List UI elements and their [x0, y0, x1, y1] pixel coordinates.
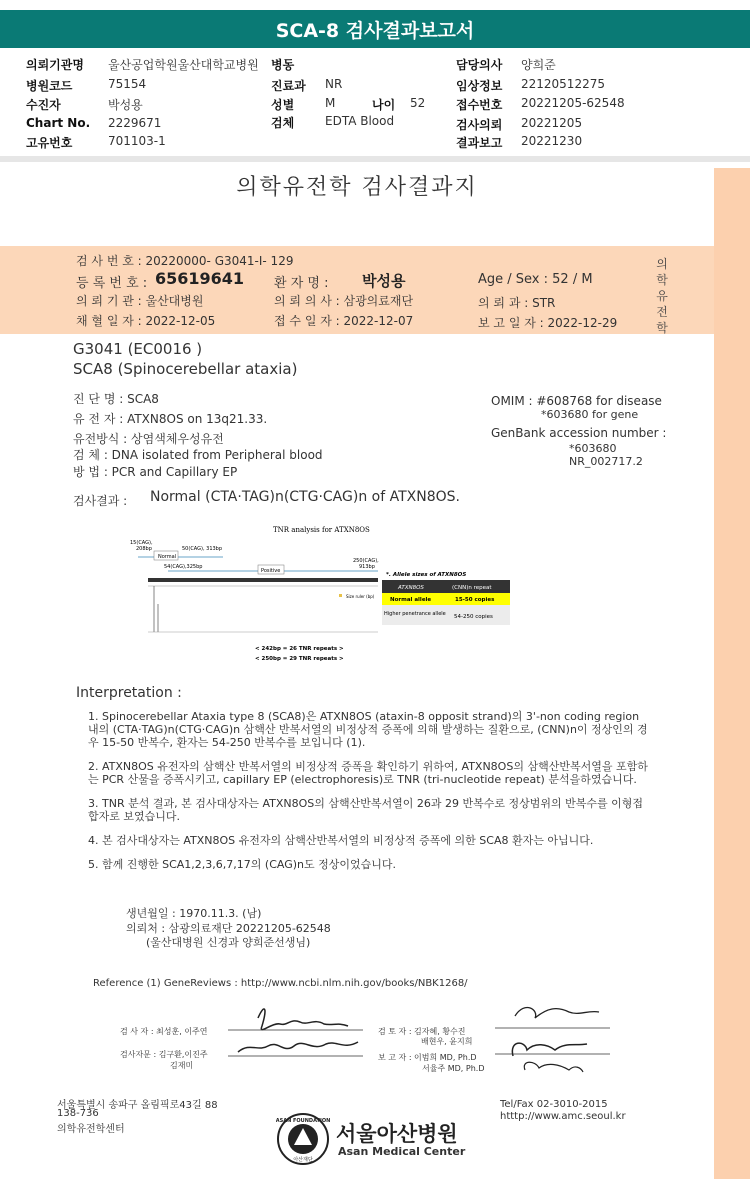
advisor: 검사자문 : 김구환,이진주: [120, 1050, 208, 1059]
right-margin-band: [714, 168, 750, 1179]
fig-label: Size ruler (bp): [346, 594, 375, 599]
fig-label: 913bp: [359, 564, 375, 570]
tnr-figure: [128, 524, 518, 674]
genbank-label: GenBank accession number :: [491, 426, 667, 440]
sheet-title: 의학유전학 검사결과지: [236, 175, 478, 200]
requesting-org: 의 뢰 기 관 : 울산대병원: [76, 294, 204, 308]
fig-label: 54(CAG),325bp: [164, 564, 203, 570]
inheritance: 유전방식 : 상염색체우성유전: [73, 432, 224, 446]
info-value: 20221205-62548: [521, 96, 625, 110]
fig-label: Normal: [158, 554, 177, 560]
test-name: SCA8 (Spinocerebellar ataxia): [73, 360, 298, 378]
info-label: 접수번호: [456, 98, 503, 112]
info-label: 진료과: [271, 79, 306, 93]
info-label: 검사의뢰: [456, 118, 503, 132]
omim-disease: OMIM : #608768 for disease: [491, 394, 662, 408]
info-label: 성별: [271, 98, 295, 112]
info-label: 담당의사: [456, 58, 503, 72]
method: 방 법 : PCR and Capillary EP: [73, 465, 238, 479]
allele-cell: 15-50 copies: [455, 597, 495, 603]
hospital-name-ko: 서울아산병원: [336, 1122, 458, 1146]
genbank-id: *603680: [569, 442, 617, 455]
side-label: 의 학 유 전 학: [656, 257, 668, 335]
fig-note: < 250bp = 29 TNR repeats >: [255, 656, 344, 662]
fig-note: < 242bp = 26 TNR repeats >: [255, 646, 344, 652]
result-sheet: [0, 168, 750, 1179]
fig-label: 208bp: [136, 546, 152, 552]
report-date: 보 고 일 자 : 2022-12-29: [478, 316, 618, 330]
address-line: 서울특별시 송파구 올림픽로43길 88: [57, 1100, 218, 1111]
interpretation-item: 5. 함께 진행한 SCA1,2,3,6,7,17의 (CAG)n도 정상이었습니다.: [88, 858, 396, 871]
result-label: 검사결과 :: [73, 494, 128, 508]
fig-label: 50(CAG), 313bp: [182, 546, 223, 552]
info-value: M: [325, 96, 336, 110]
info-value: 울산공업학원울산대학교병원: [108, 58, 259, 72]
receipt-box: [0, 246, 714, 334]
reporter: 보 고 자 : 이범희 MD, Ph.D: [378, 1053, 477, 1062]
info-value: 박성용: [108, 98, 143, 112]
interpretation-item: 1. Spinocerebellar Ataxia type 8 (SCA8)은 ATXN8OS (ataxin-8 opposit strand)의 3'-non coding region 내의 (CTA·TAG)n(CTG·CAG)n 삼핵산 반복서열의 비정상적 증폭에 의해 발생하는 질환으로, (CNN)n이 정상인의 경우 15-50 반복수, 환자는 54-250 반복수를 보입니다 (1).: [88, 710, 648, 749]
report-title-bar: [0, 10, 750, 48]
logo-ring-text: ASAN FOUNDATION: [276, 1118, 330, 1124]
address-zip: 138-736: [57, 1108, 99, 1119]
hospital-name-en: Asan Medical Center: [338, 1145, 466, 1158]
age-label: 나이: [372, 98, 396, 112]
interpretation-item: 3. TNR 분석 결과, 본 검사대상자는 ATXN8OS의 삼핵산반복서열이 26과 29 반복수로 정상범위의 반복수를 이형접합자로 보였습니다.: [88, 797, 643, 823]
interpretation-title: Interpretation :: [76, 685, 182, 701]
info-value: 701103-1: [108, 134, 166, 148]
allele-col: ATXN8OS: [398, 585, 424, 591]
section-divider: [0, 156, 750, 162]
draw-date: 채 혈 일 자 : 2022-12-05: [76, 314, 216, 328]
patient-name: 박성용: [362, 272, 406, 290]
address-center: 의학유전학센터: [57, 1124, 125, 1135]
telephone: Tel/Fax 02-3010-2015: [500, 1099, 608, 1110]
examiner-signatures: [228, 996, 368, 1066]
info-label: 결과보고: [456, 136, 503, 150]
reference: Reference (1) GeneReviews : http://www.ncbi.nlm.nih.gov/books/NBK1268/: [93, 978, 468, 989]
info-value: 양희준: [521, 58, 556, 72]
examiner: 검 사 자 : 최성훈, 이주연: [120, 1027, 208, 1036]
asan-foundation-logo-icon: [276, 1112, 330, 1166]
figure-title: TNR analysis for ATXN8OS: [273, 526, 370, 534]
size-ruler-key: [339, 594, 342, 597]
logo-sub-text: 아산재단: [293, 1157, 313, 1163]
age-value: 52: [410, 96, 426, 110]
info-value: 22120512275: [521, 77, 605, 91]
registration-label: 등 록 번 호 :: [76, 276, 148, 291]
interpretation-item: 2. ATXN8OS 유전자의 삼핵산 반복서열의 비정상적 증폭을 확인하기 위하여, ATXN8OS의 삼핵산반복서열을 포함하는 PCR 산물을 증폭시키고, capillary EP (electrophoresis)로 TNR (tri-nucleotide repeat) 분석을하였습니다.: [88, 760, 648, 786]
result-value: Normal (CTA·TAG)n(CTG·CAG)n of ATXN8OS.: [150, 489, 460, 505]
patient-label: 환 자 명 :: [274, 276, 329, 291]
allele-table-title: *. Allele sizes of ATXN8OS: [386, 572, 467, 578]
info-label: 임상정보: [456, 79, 503, 93]
gene: 유 전 자 : ATXN8OS on 13q21.33.: [73, 412, 268, 426]
allele-cell: 54-250 copies: [454, 614, 493, 620]
allele-col: (CNN)n repeat: [452, 585, 492, 591]
receive-date: 접 수 일 자 : 2022-12-07: [274, 314, 414, 328]
info-value: 75154: [108, 77, 147, 91]
info-label: Chart No.: [26, 116, 91, 130]
requester-detail: (울산대병원 신경과 양희준선생님): [146, 936, 311, 949]
info-value: 20221230: [521, 134, 583, 148]
birth-date: 생년월일 : 1970.11.3. (남): [126, 907, 262, 920]
info-value: 2229671: [108, 116, 162, 130]
reporter-2: 서율주 MD, Ph.D: [422, 1064, 485, 1073]
diagnosis: 진 단 명 : SCA8: [73, 392, 159, 406]
age-sex: Age / Sex : 52 / M: [478, 272, 593, 287]
reviewer-2: 배현우, 윤지희: [421, 1037, 473, 1046]
info-label: 병동: [271, 58, 295, 72]
allele-cell: Normal allele: [390, 597, 432, 603]
fig-label: Positive: [261, 568, 281, 574]
info-label: 수진자: [26, 98, 61, 112]
interpretation-body: [88, 710, 648, 882]
tnr-electropherogram: [128, 524, 518, 674]
registration-number: 65619641: [155, 269, 245, 288]
info-value: 20221205: [521, 116, 583, 130]
info-label: 고유번호: [26, 136, 73, 150]
requester: 의뢰처 : 삼광의료재단 20221205-62548: [126, 922, 331, 935]
fig-label: 250(CAG),: [353, 558, 379, 564]
exam-number: 검 사 번 호 : 20220000- G3041-I- 129: [76, 254, 294, 268]
requesting-doctor: 의 뢰 의 사 : 삼광의료재단: [274, 294, 414, 308]
reviewer-signatures: [495, 994, 615, 1084]
specimen: 검 체 : DNA isolated from Peripheral blood: [73, 448, 323, 462]
reviewer: 검 토 자 : 김자혜, 황수진: [378, 1027, 466, 1036]
info-label: 병원코드: [26, 79, 73, 93]
info-label: 의뢰기관명: [26, 58, 84, 72]
genbank-accession: NR_002717.2: [569, 455, 643, 468]
website: htttp://www.amc.seoul.kr: [500, 1111, 626, 1122]
info-label: 검체: [271, 116, 295, 130]
fig-label: 15(CAG),: [130, 540, 153, 546]
omim-gene: *603680 for gene: [541, 408, 639, 421]
size-ruler-bar: [148, 578, 378, 582]
interpretation-item: 4. 본 검사대상자는 ATXN8OS 유전자의 삼핵산반복서열의 비정상적 증폭에 의한 SCA8 환자는 아닙니다.: [88, 834, 594, 847]
info-value: NR: [325, 77, 343, 91]
advisor-2: 김재미: [170, 1061, 194, 1070]
allele-cell: Higher penetrance allele: [384, 611, 446, 617]
test-code: G3041 (EC0016 ): [73, 340, 203, 358]
department: 의 뢰 과 : STR: [478, 296, 556, 310]
report-title: SCA-8 검사결과보고서: [275, 19, 475, 42]
request-info-table: [0, 52, 750, 150]
info-value: EDTA Blood: [325, 114, 395, 128]
